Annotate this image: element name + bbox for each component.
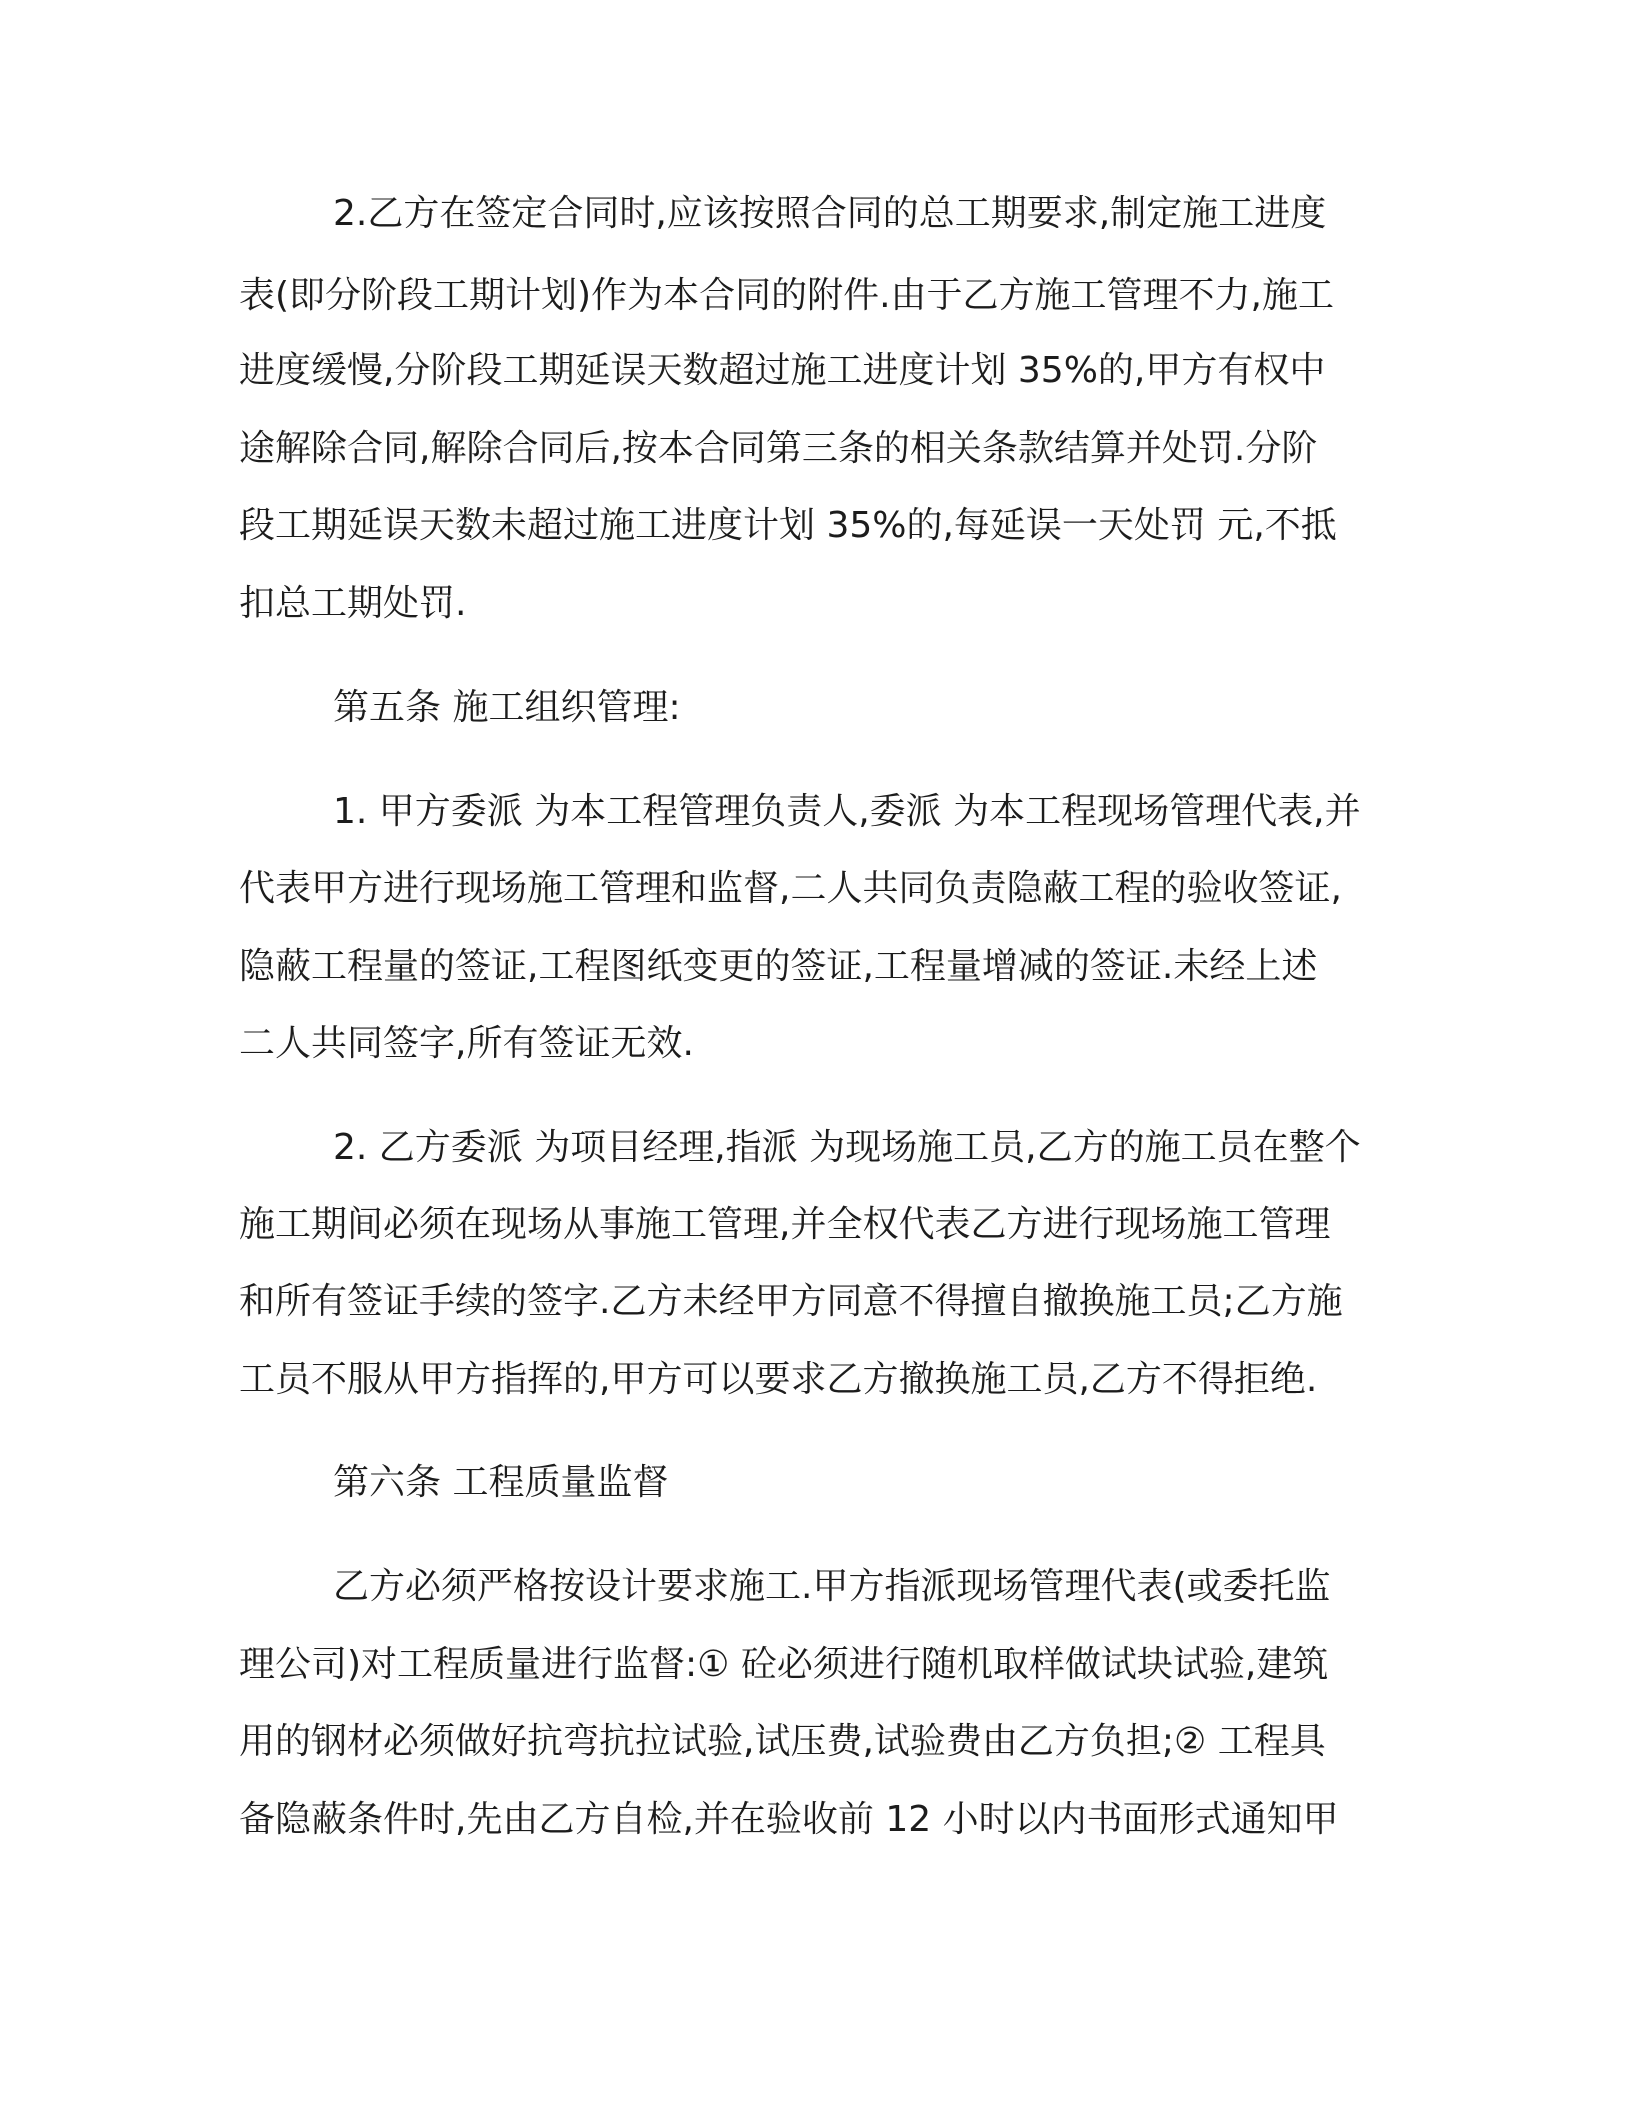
- paragraph-line: 工员不服从甲方指挥的,甲方可以要求乙方撤换施工员,乙方不得拒绝.: [239, 1359, 1318, 1400]
- paragraph-line: 施工期间必须在现场从事施工管理,并全权代表乙方进行现场施工管理: [239, 1204, 1331, 1245]
- paragraph-line: 理公司)对工程质量进行监督:① 砼必须进行随机取样做试块试验,建筑: [239, 1644, 1329, 1685]
- paragraph-line: 隐蔽工程量的签证,工程图纸变更的签证,工程量增减的签证.未经上述: [239, 946, 1318, 987]
- paragraph-line: 表(即分阶段工期计划)作为本合同的附件.由于乙方施工管理不力,施工: [239, 275, 1334, 316]
- paragraph-line: 1. 甲方委派 为本工程管理负责人,委派 为本工程现场管理代表,并: [333, 791, 1361, 832]
- paragraph-line: 2.乙方在签定合同时,应该按照合同的总工期要求,制定施工进度: [333, 193, 1327, 234]
- paragraph-line: 备隐蔽条件时,先由乙方自检,并在验收前 12 小时以内书面形式通知甲: [239, 1799, 1339, 1840]
- paragraph-line: 二人共同签字,所有签证无效.: [239, 1023, 694, 1064]
- paragraph-line: 代表甲方进行现场施工管理和监督,二人共同负责隐蔽工程的验收签证,: [239, 868, 1342, 909]
- paragraph-line: 乙方必须严格按设计要求施工.甲方指派现场管理代表(或委托监: [333, 1566, 1331, 1607]
- clause5-heading: 第五条 施工组织管理:: [333, 687, 681, 728]
- paragraph-line: 途解除合同,解除合同后,按本合同第三条的相关条款结算并处罚.分阶: [239, 428, 1318, 469]
- paragraph-line: 扣总工期处罚.: [239, 583, 467, 624]
- paragraph-line: 和所有签证手续的签字.乙方未经甲方同意不得擅自撤换施工员;乙方施: [239, 1281, 1343, 1322]
- paragraph-line: 段工期延误天数未超过施工进度计划 35%的,每延误一天处罚 元,不抵: [239, 505, 1337, 546]
- clause6-heading: 第六条 工程质量监督: [333, 1462, 669, 1503]
- paragraph-line: 进度缓慢,分阶段工期延误天数超过施工进度计划 35%的,甲方有权中: [239, 350, 1326, 391]
- paragraph-line: 用的钢材必须做好抗弯抗拉试验,试压费,试验费由乙方负担;② 工程具: [239, 1721, 1326, 1762]
- paragraph-line: 2. 乙方委派 为项目经理,指派 为现场施工员,乙方的施工员在整个: [333, 1127, 1361, 1168]
